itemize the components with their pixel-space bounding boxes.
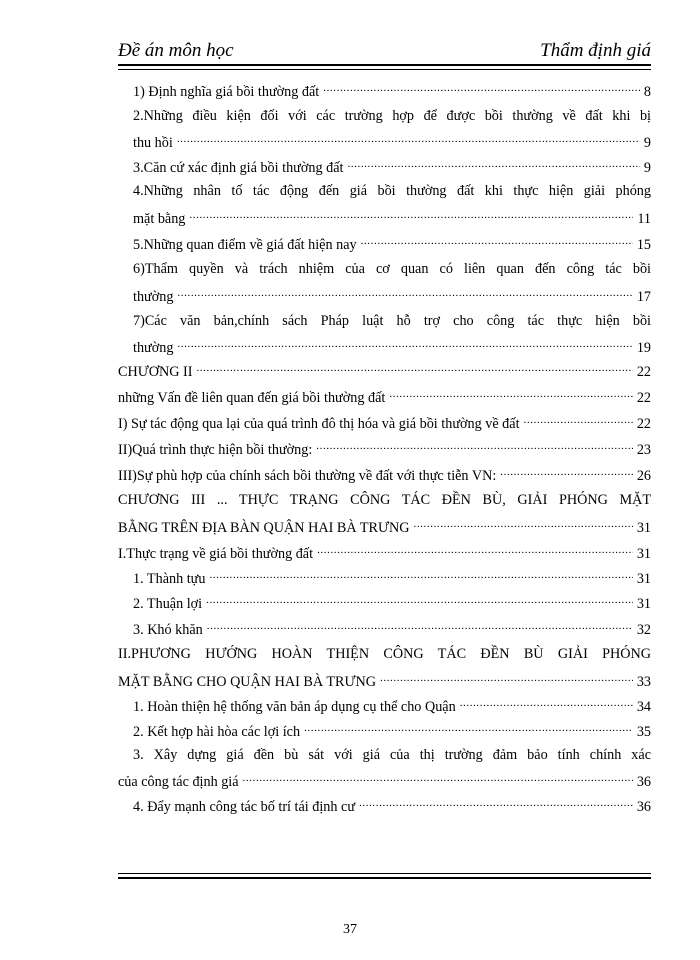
toc-entry-page: 23 xyxy=(636,442,651,459)
toc-entry[interactable] xyxy=(133,569,651,588)
toc-entry-page: 32 xyxy=(636,622,651,639)
toc-entry-text-cont: của công tác định giá xyxy=(118,774,239,791)
toc-entry[interactable] xyxy=(133,108,651,125)
toc-entry-text: 6)Thẩm quyền và trách nhiệm của cơ quan có liên quan đến công tác bồi xyxy=(133,261,651,277)
toc-entry-text: những Vấn đề liên quan đến giá bồi thường đất xyxy=(118,390,386,407)
toc-entry[interactable] xyxy=(133,594,651,613)
page-number: 37 xyxy=(343,922,357,937)
toc-entry-page: 26 xyxy=(636,468,651,485)
toc-entry[interactable] xyxy=(118,544,651,563)
toc-entry-page: 31 xyxy=(636,596,651,613)
toc-entry-text: 4. Đẩy mạnh công tác bố trí tái định cư xyxy=(133,799,356,816)
toc-entry-page: 31 xyxy=(636,546,651,563)
header-right: Thẩm định giá xyxy=(540,40,651,61)
toc-entry-text: 7)Các văn bản,chính sách Pháp luật hỗ trợ cho công tác thực hiện bồi xyxy=(133,313,651,329)
toc-entry-text: 2.Những điều kiện đối với các trường hợp để được bồi thường về đất khi bị xyxy=(133,108,651,124)
toc-entry-page: 11 xyxy=(637,211,651,228)
toc-entry-page: 9 xyxy=(643,135,651,152)
toc-entry-page: 31 xyxy=(636,571,651,588)
toc-entry-page: 17 xyxy=(636,289,651,306)
toc-entry-page: 22 xyxy=(636,390,651,407)
toc-entry-text-cont: thường xyxy=(133,340,174,357)
header-left: Đề án môn học xyxy=(118,40,234,61)
toc-entry-text: 2. Kết hợp hài hòa các lợi ích xyxy=(133,724,301,741)
toc-entry-page: 36 xyxy=(636,774,651,791)
toc-entry-page: 22 xyxy=(636,416,651,433)
toc-entry-text: III)Sự phù hợp của chính sách bồi thường về đất với thực tiễn VN: xyxy=(118,468,497,485)
toc-entry-text: 1) Định nghĩa giá bồi thường đất xyxy=(133,84,320,101)
toc-entry[interactable] xyxy=(133,797,651,816)
toc-entry-text: 3.Căn cứ xác định giá bồi thường đất xyxy=(133,160,344,177)
toc-entry-page: 35 xyxy=(636,724,651,741)
toc-entry-text-cont: thường xyxy=(133,289,174,306)
toc-entry-page: 31 xyxy=(636,520,651,537)
toc-entry[interactable] xyxy=(118,466,651,485)
toc-entry-text-cont: mặt bằng xyxy=(133,211,186,228)
toc-entry-text: 3. Xây dựng giá đền bù sát với giá của thị trường đảm bảo tính chính xác xyxy=(133,747,651,763)
toc-entry-text: II.PHƯƠNG HƯỚNG HOÀN THIỆN CÔNG TÁC ĐỀN BÙ GIẢI PHÓNG xyxy=(118,646,651,662)
toc-entry-page: 34 xyxy=(636,699,651,716)
toc-entry[interactable] xyxy=(133,697,651,716)
toc-entry-text-cont: BẰNG TRÊN ĐỊA BÀN QUẬN HAI BÀ TRƯNG xyxy=(118,520,410,537)
toc-entry-text: 5.Những quan điểm về giá đất hiện nay xyxy=(133,237,357,254)
footer-rule xyxy=(118,877,651,879)
toc-entry[interactable] xyxy=(133,82,651,101)
toc-entry-text: 4.Những nhân tố tác động đến giá bồi thường đất khi thực hiện giải phóng xyxy=(133,183,651,199)
toc-entry-page: 22 xyxy=(636,364,651,381)
toc-entry-page: 19 xyxy=(636,340,651,357)
toc-entry-continuation[interactable] xyxy=(133,338,651,357)
toc-entry[interactable] xyxy=(133,261,651,278)
toc-entry[interactable] xyxy=(133,158,651,177)
toc-entry-page: 9 xyxy=(643,160,651,177)
toc-entry-text: I) Sự tác động qua lại của quá trình đô thị hóa và giá bồi thường về đất xyxy=(118,416,520,433)
toc-entry[interactable] xyxy=(133,235,651,254)
toc-entry-page: 15 xyxy=(636,237,651,254)
toc-entry-text: CHƯƠNG II xyxy=(118,364,193,381)
toc-entry[interactable] xyxy=(118,362,651,381)
toc-entry-page: 33 xyxy=(636,674,651,691)
footer-rule xyxy=(118,873,651,874)
toc-entry[interactable] xyxy=(118,388,651,407)
toc-entry[interactable] xyxy=(118,646,651,663)
toc-entry-text-cont: MẶT BẰNG CHO QUẬN HAI BÀ TRƯNG xyxy=(118,674,376,691)
toc-entry[interactable] xyxy=(118,414,651,433)
toc-entry[interactable] xyxy=(133,722,651,741)
toc-entry[interactable] xyxy=(133,747,651,764)
toc-entry-text: CHƯƠNG III ... THỰC TRẠNG CÔNG TÁC ĐỀN BÙ, GIẢI PHÓNG MẶT xyxy=(118,492,651,508)
toc-entry-text-cont: thu hồi xyxy=(133,135,173,152)
toc-entry-continuation[interactable] xyxy=(133,133,651,152)
toc-entry-page: 36 xyxy=(636,799,651,816)
toc-entry-page: 8 xyxy=(643,84,651,101)
toc-entry[interactable] xyxy=(118,492,651,509)
toc-entry[interactable] xyxy=(133,620,651,639)
toc-entry-text: 3. Khó khăn xyxy=(133,622,203,639)
toc-entry-continuation[interactable] xyxy=(118,672,651,691)
toc-entry-continuation[interactable] xyxy=(118,772,651,791)
toc-entry-text: I.Thực trạng về giá bồi thường đất xyxy=(118,546,314,563)
toc-entry[interactable] xyxy=(133,313,651,330)
toc-entry[interactable] xyxy=(133,183,651,200)
toc-entry-continuation[interactable] xyxy=(133,287,651,306)
toc-entry-text: 1. Thành tựu xyxy=(133,571,206,588)
toc-entry-text: 1. Hoàn thiện hệ thống văn bản áp dụng cụ thể cho Quận xyxy=(133,699,456,716)
toc-entry-continuation[interactable] xyxy=(118,518,651,537)
toc-entry-continuation[interactable] xyxy=(133,209,651,228)
toc-entry[interactable] xyxy=(118,440,651,459)
toc-entry-text: II)Quá trình thực hiện bồi thường: xyxy=(118,442,313,459)
toc-entry-text: 2. Thuận lợi xyxy=(133,596,203,613)
